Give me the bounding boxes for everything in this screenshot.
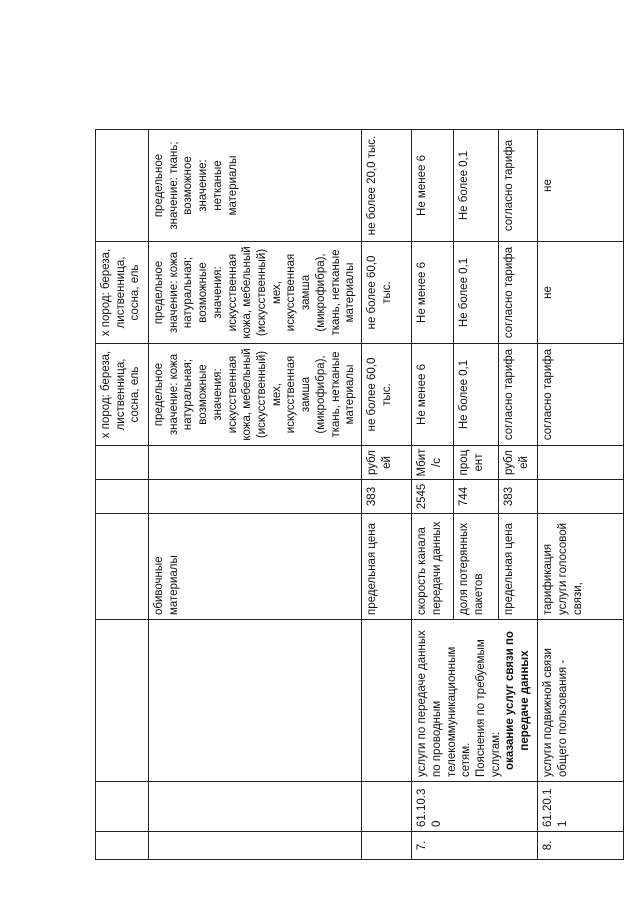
- value-cell-1: х пород: береза, лиственница, сосна, ель: [96, 344, 149, 446]
- characteristic-cell: предельная цена: [362, 514, 412, 620]
- value-cell-1: согласно тарифа: [499, 344, 538, 446]
- okpd-code-cell: 61.20.11: [538, 782, 624, 832]
- unit-cell: [149, 446, 362, 480]
- unit-cell: рублей: [499, 446, 538, 480]
- item-name-cell: услуги подвижной связи общего пользования -: [538, 620, 624, 782]
- value-cell-1: не более 60,0 тыс.: [362, 344, 412, 446]
- okei-code-cell: 383: [362, 480, 412, 514]
- value-cell-2: Не менее 6: [412, 242, 454, 344]
- unit-cell: Мбит/с: [412, 446, 454, 480]
- item-explanation-text: Пояснения по требуемым услугам:: [474, 639, 502, 777]
- characteristic-cell: предельная цена: [499, 514, 538, 620]
- okpd-code-cell: [149, 782, 362, 832]
- okei-code-cell: 744: [454, 480, 499, 514]
- row-number-cell: 7.: [412, 832, 538, 860]
- item-name-cell: [149, 620, 362, 782]
- table-row: [149, 130, 362, 860]
- unit-cell: процент: [454, 446, 499, 480]
- row-number-cell: 8.: [538, 832, 624, 860]
- value-cell-1: согласно тарифа: [538, 344, 624, 446]
- value-cell-3: Не менее 6: [412, 130, 454, 242]
- value-cell-2: согласно тарифа: [499, 242, 538, 344]
- table-row: [362, 130, 412, 860]
- value-cell-3: предельное значение: ткань; возможное значение: нетканые материалы: [149, 130, 362, 242]
- value-cell-1: предельное значение: кожа натуральная; возможные значения: искусственная кожа, мебельный (искусственный) мех, искусственная замша (микрофибра), ткань, нетканые материалы: [149, 344, 362, 446]
- row-number-cell: [362, 832, 412, 860]
- value-cell-3: согласно тарифа: [499, 130, 538, 242]
- value-cell-2: не более 60,0 тыс.: [362, 242, 412, 344]
- value-cell-3: Не более 0,1: [454, 130, 499, 242]
- okei-code-cell: 383: [499, 480, 538, 514]
- okpd-code-cell: [96, 782, 149, 832]
- characteristic-cell: тарификация услуги голосовой связи,: [538, 514, 624, 620]
- value-cell-3: не: [538, 130, 624, 242]
- item-name-cell: [96, 620, 149, 782]
- table-row: [538, 130, 624, 860]
- characteristic-cell: [96, 514, 149, 620]
- item-name-text: услуги по передаче данных по проводным телекоммуникационным сетям.: [416, 630, 473, 777]
- item-bold-text: оказание услуг связи по передаче данных: [504, 631, 532, 770]
- unit-cell: [96, 446, 149, 480]
- requirements-table: [95, 129, 624, 860]
- unit-cell: рублей: [362, 446, 412, 480]
- value-cell-1: Не менее 6: [412, 344, 454, 446]
- okpd-code-cell: 61.10.30: [412, 782, 538, 832]
- value-cell-2: не: [538, 242, 624, 344]
- table-row: [412, 130, 454, 860]
- okpd-code-cell: [362, 782, 412, 832]
- value-cell-2: х пород: береза, лиственница, сосна, ель: [96, 242, 149, 344]
- rotated-table-container: [95, 130, 625, 860]
- table-row: [96, 130, 149, 860]
- value-cell-2: предельное значение: кожа натуральная; возможные значения: искусственная кожа, мебельный (искусственный) мех, искусственная замша (микрофибра), ткань, нетканые материалы: [149, 242, 362, 344]
- row-number-cell: [96, 832, 149, 860]
- okei-code-cell: [149, 480, 362, 514]
- item-name-cell: [412, 620, 538, 782]
- characteristic-cell: скорость канала передачи данных: [412, 514, 454, 620]
- okei-code-cell: 2545: [412, 480, 454, 514]
- row-number-cell: [149, 832, 362, 860]
- unit-cell: [538, 446, 624, 480]
- value-cell-1: Не более 0,1: [454, 344, 499, 446]
- okei-code-cell: [538, 480, 624, 514]
- item-name-cell: [362, 620, 412, 782]
- value-cell-2: Не более 0,1: [454, 242, 499, 344]
- value-cell-3: не более 20,0 тыс.: [362, 130, 412, 242]
- characteristic-cell: доля потерянных пакетов: [454, 514, 499, 620]
- value-cell-3: [96, 130, 149, 242]
- okei-code-cell: [96, 480, 149, 514]
- characteristic-cell: обивочные материалы: [149, 514, 362, 620]
